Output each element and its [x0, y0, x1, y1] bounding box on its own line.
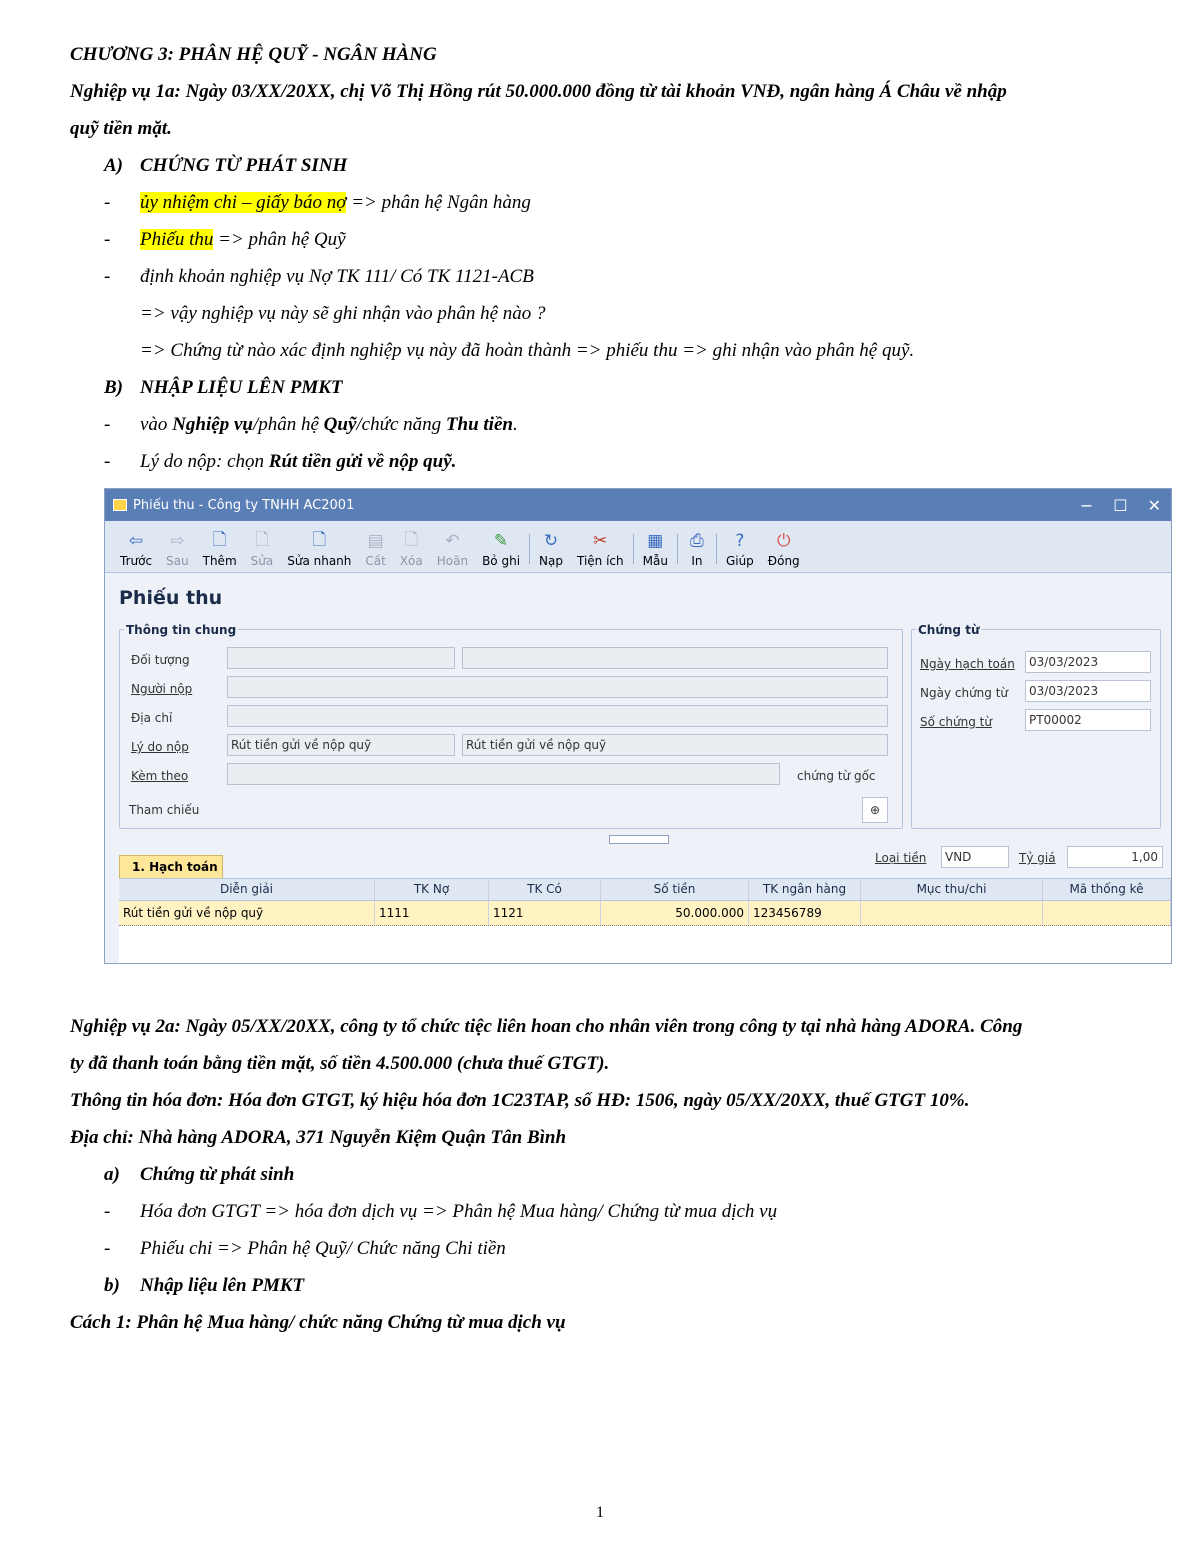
table-row[interactable]	[119, 901, 1172, 926]
toolbar-button-9[interactable]	[532, 531, 570, 572]
window-title: Phiếu thu - Công ty TNHH AC2001	[133, 497, 355, 513]
cach1-line: Cách 1: Phân hệ Mua hàng/ chức năng Chứng từ mua dịch vụ	[70, 1312, 566, 1333]
label-so-chung-tu: Số chứng từ	[920, 715, 992, 729]
unpost-icon: ✎	[493, 531, 509, 551]
voucher-group-title: Chứng từ	[918, 623, 980, 637]
doi-tuong-code-input[interactable]	[227, 647, 455, 669]
zoom-lookup-icon[interactable]: ⊕	[862, 797, 888, 823]
section-b-letter: B)	[104, 377, 123, 398]
toolbar-button-13[interactable]	[719, 531, 761, 572]
col-tk-co[interactable]: TK Có	[489, 879, 601, 900]
tools-icon: ✂	[593, 531, 608, 551]
label-kem-theo: Kèm theo	[131, 769, 189, 783]
b-item-1-part: /phân hệ	[252, 414, 324, 435]
cell-tk-no[interactable]: 1111	[375, 901, 489, 925]
doi-tuong-name-input[interactable]	[462, 647, 888, 669]
col-ma-thong-ke[interactable]: Mã thống kê	[1043, 879, 1171, 900]
template-icon: ▦	[647, 531, 664, 551]
cell-tk-ngan-hang[interactable]: 123456789	[749, 901, 861, 925]
toolbar-button-label: Trước	[120, 554, 153, 568]
minimize-icon[interactable]: −	[1079, 495, 1094, 515]
receipt-window	[104, 488, 1172, 964]
col-dien-giai[interactable]: Diễn giải	[119, 879, 375, 900]
nv1a-line1: Nghiệp vụ 1a: Ngày 03/XX/20XX, chị Võ Thị Hồng rút 50.000.000 đồng từ tài khoản VNĐ, ngân hàng Á Châu về nhập	[70, 81, 1007, 102]
delete-icon: 🗋	[404, 529, 419, 550]
label-loai-tien: Loại tiền	[875, 851, 927, 865]
section-a2-letter: a)	[104, 1164, 120, 1185]
section-b2-title: Nhập liệu lên PMKT	[140, 1275, 305, 1296]
toolbar-button-label: Tiện ích	[576, 554, 624, 568]
b-item-2	[70, 447, 1150, 484]
a-item-1	[70, 188, 1150, 225]
b-item-1-bold: Quỹ	[323, 414, 357, 435]
general-info-title: Thông tin chung	[126, 623, 237, 637]
a-item-2	[70, 225, 1150, 262]
toolbar-button-label: Sau	[166, 554, 189, 568]
so-chung-tu-input[interactable]: PT00002	[1025, 709, 1151, 731]
kem-theo-input[interactable]	[227, 763, 780, 785]
label-nguoi-nop: Người nộp	[131, 682, 193, 696]
section-a2-title: Chứng từ phát sinh	[140, 1164, 295, 1185]
toolbar	[105, 521, 1171, 573]
toolbar-button-label: Sửa	[250, 554, 274, 568]
label-ly-do-nop: Lý do nộp	[131, 740, 189, 754]
section-a-letter: A)	[104, 155, 123, 176]
highlighted-text: Phiếu thu	[140, 229, 214, 250]
cell-tk-co[interactable]: 1121	[489, 901, 601, 925]
page-number: 1	[596, 1504, 604, 1521]
toolbar-button-label: Cất	[365, 554, 386, 568]
toolbar-separator	[677, 534, 678, 564]
document-body-2	[70, 1012, 1150, 1345]
toolbar-button-label: Hoãn	[436, 554, 469, 568]
bullet-dash: -	[104, 1201, 111, 1222]
a-item-3	[70, 262, 1150, 299]
section-a-heading	[70, 151, 1150, 188]
rate-input[interactable]: 1,00	[1067, 846, 1163, 868]
toolbar-button-7[interactable]	[430, 531, 475, 572]
refresh-icon: ↻	[543, 531, 559, 551]
chapter-title: CHƯƠNG 3: PHÂN HỆ QUỸ - NGÂN HÀNG	[70, 44, 437, 65]
splitter-handle[interactable]	[609, 835, 669, 844]
section-b-title: NHẬP LIỆU LÊN PMKT	[140, 377, 343, 398]
cell-dien-giai[interactable]: Rút tiền gửi về nộp quỹ	[119, 901, 375, 925]
save-icon: ▤	[367, 531, 384, 551]
quick-edit-icon: 🗋	[312, 529, 327, 550]
section-a-title: CHỨNG TỪ PHÁT SINH	[140, 155, 348, 176]
a-item-2-rest: => phân hệ Quỹ	[213, 229, 346, 250]
toolbar-button-2[interactable]	[196, 531, 244, 572]
toolbar-button-label: Xóa	[399, 554, 423, 568]
cell-muc-thu-chi[interactable]	[861, 901, 1043, 925]
b-item-1-part: /chức năng	[356, 414, 446, 435]
toolbar-button-label: In	[691, 554, 703, 568]
print-icon: ⎙	[690, 531, 704, 551]
cell-so-tien[interactable]: 50.000.000	[601, 901, 749, 925]
b-item-1-part: .	[512, 414, 518, 435]
address-line: Địa chỉ: Nhà hàng ADORA, 371 Nguyễn Kiệm Quận Tân Bình	[70, 1127, 567, 1148]
ly-do-nop-select[interactable]: Rút tiền gửi về nộp quỹ	[227, 734, 455, 756]
bullet-dash: -	[104, 229, 111, 250]
ngay-hach-toan-input[interactable]: 03/03/2023	[1025, 651, 1151, 673]
nv2a-line2: ty đã thanh toán bằng tiền mặt, số tiền 4.500.000 (chưa thuế GTGT).	[70, 1053, 610, 1074]
nguoi-nop-input[interactable]	[227, 676, 888, 698]
a-item-3-text: định khoản nghiệp vụ Nợ TK 111/ Có TK 1121-ACB	[140, 266, 534, 287]
a2-item-1	[70, 1197, 1150, 1234]
toolbar-button-label: Mẫu	[642, 554, 668, 568]
bullet-dash: -	[104, 414, 111, 435]
close-icon[interactable]: ✕	[1147, 495, 1161, 515]
b-item-2-bold: Rút tiền gửi về nộp quỹ.	[268, 451, 457, 472]
ly-do-nop-desc-input[interactable]: Rút tiền gửi về nộp quỹ	[462, 734, 888, 756]
toolbar-button-8[interactable]	[475, 531, 527, 572]
toolbar-button-label: Bỏ ghi	[482, 554, 521, 568]
help-icon: ?	[735, 531, 745, 551]
window-controls	[1080, 496, 1171, 515]
col-muc-thu-chi[interactable]: Mục thu/chi	[861, 879, 1043, 900]
toolbar-button-label: Giúp	[725, 554, 754, 568]
toolbar-button-label: Đóng	[767, 554, 800, 568]
toolbar-separator	[633, 534, 634, 564]
b-item-1-bold: Nghiệp vụ	[172, 414, 253, 435]
edit-doc-icon: 🗋	[255, 529, 269, 550]
toolbar-button-14[interactable]	[761, 531, 807, 572]
toolbar-button-4[interactable]	[280, 531, 358, 572]
add-doc-icon: 🗋	[212, 529, 227, 550]
section-b2-letter: b)	[104, 1275, 120, 1296]
a-item-1-rest: => phân hệ Ngân hàng	[346, 192, 531, 213]
toolbar-separator	[529, 534, 530, 564]
a2-item-2	[70, 1234, 1150, 1271]
toolbar-button-label: Nạp	[539, 554, 563, 568]
nv2a-line1: Nghiệp vụ 2a: Ngày 05/XX/20XX, công ty tổ chức tiệc liên hoan cho nhân viên trong công ty tại nhà hàng ADORA. Công	[70, 1016, 1023, 1037]
label-tham-chieu: Tham chiếu	[129, 803, 200, 817]
b-item-1-bold: Thu tiền	[445, 414, 513, 435]
cell-ma-thong-ke[interactable]	[1043, 901, 1171, 925]
app-icon	[113, 499, 127, 511]
bullet-dash: -	[104, 1238, 111, 1259]
toolbar-button-5[interactable]	[358, 531, 392, 572]
document-body	[70, 40, 1150, 484]
highlighted-text: ủy nhiệm chi – giấy báo nợ	[140, 192, 347, 213]
col-so-tien[interactable]: Số tiền	[601, 879, 749, 900]
accounting-grid	[119, 878, 1172, 964]
toolbar-button-0[interactable]	[113, 531, 159, 572]
label-ngay-hach-toan: Ngày hạch toán	[920, 657, 1015, 671]
bullet-dash: -	[104, 266, 111, 287]
invoice-info: Thông tin hóa đơn: Hóa đơn GTGT, ký hiệu hóa đơn 1C23TAP, số HĐ: 1506, ngày 05/XX/20XX, thuế GTGT 10%.	[70, 1090, 970, 1111]
b-item-1	[70, 410, 1150, 447]
toolbar-button-label: Sửa nhanh	[287, 554, 352, 568]
label-dia-chi: Địa chỉ	[131, 711, 173, 725]
section-a2-heading	[70, 1160, 1150, 1197]
section-b2-heading	[70, 1271, 1150, 1308]
toolbar-button-label: Thêm	[202, 554, 237, 568]
toolbar-separator	[716, 534, 717, 564]
toolbar-button-10[interactable]	[570, 531, 631, 572]
bullet-dash: -	[104, 192, 111, 213]
b-item-2-part: Lý do nộp: chọn	[140, 451, 269, 472]
grid-header	[119, 879, 1172, 901]
arrow-left-icon: ⇦	[128, 531, 144, 551]
nv1a-line2: quỹ tiền mặt.	[70, 118, 172, 139]
maximize-icon[interactable]: ☐	[1113, 495, 1128, 515]
close-power-icon: ⏻	[777, 531, 791, 551]
section-b-heading	[70, 373, 1150, 410]
currency-select[interactable]: VND	[941, 846, 1009, 868]
form-title: Phiếu thu	[119, 587, 223, 609]
label-ty-gia: Tỷ giá	[1019, 851, 1056, 865]
toolbar-button-6[interactable]	[393, 531, 430, 572]
col-tk-ngan-hang[interactable]: TK ngân hàng	[749, 879, 861, 900]
ngay-chung-tu-input[interactable]: 03/03/2023	[1025, 680, 1151, 702]
toolbar-button-12[interactable]	[680, 531, 714, 572]
a-note-2: => Chứng từ nào xác định nghiệp vụ này đã hoàn thành => phiếu thu => ghi nhận vào phân hệ quỹ.	[140, 340, 915, 361]
toolbar-button-11[interactable]	[636, 531, 675, 572]
label-ngay-chung-tu: Ngày chứng từ	[920, 686, 1009, 700]
col-tk-no[interactable]: TK Nợ	[375, 879, 489, 900]
label-doi-tuong: Đối tượng	[131, 653, 190, 667]
undo-icon: ↶	[445, 531, 460, 551]
label-chung-tu-goc: chứng từ gốc	[797, 769, 876, 783]
toolbar-button-3[interactable]	[244, 531, 281, 572]
window-titlebar	[105, 489, 1171, 521]
toolbar-button-1[interactable]	[159, 531, 196, 572]
arrow-right-icon: ⇨	[170, 531, 185, 551]
bullet-dash: -	[104, 451, 111, 472]
tab-hach-toan[interactable]: 1. Hạch toán	[119, 855, 223, 879]
a-note-1: => vậy nghiệp vụ này sẽ ghi nhận vào phân hệ nào ?	[140, 303, 546, 324]
b-item-1-part: vào	[140, 414, 173, 435]
a2-item-2-text: Phiếu chi => Phân hệ Quỹ/ Chức năng Chi tiền	[140, 1238, 506, 1259]
a2-item-1-text: Hóa đơn GTGT => hóa đơn dịch vụ => Phân hệ Mua hàng/ Chứng từ mua dịch vụ	[140, 1201, 778, 1222]
dia-chi-input[interactable]	[227, 705, 888, 727]
